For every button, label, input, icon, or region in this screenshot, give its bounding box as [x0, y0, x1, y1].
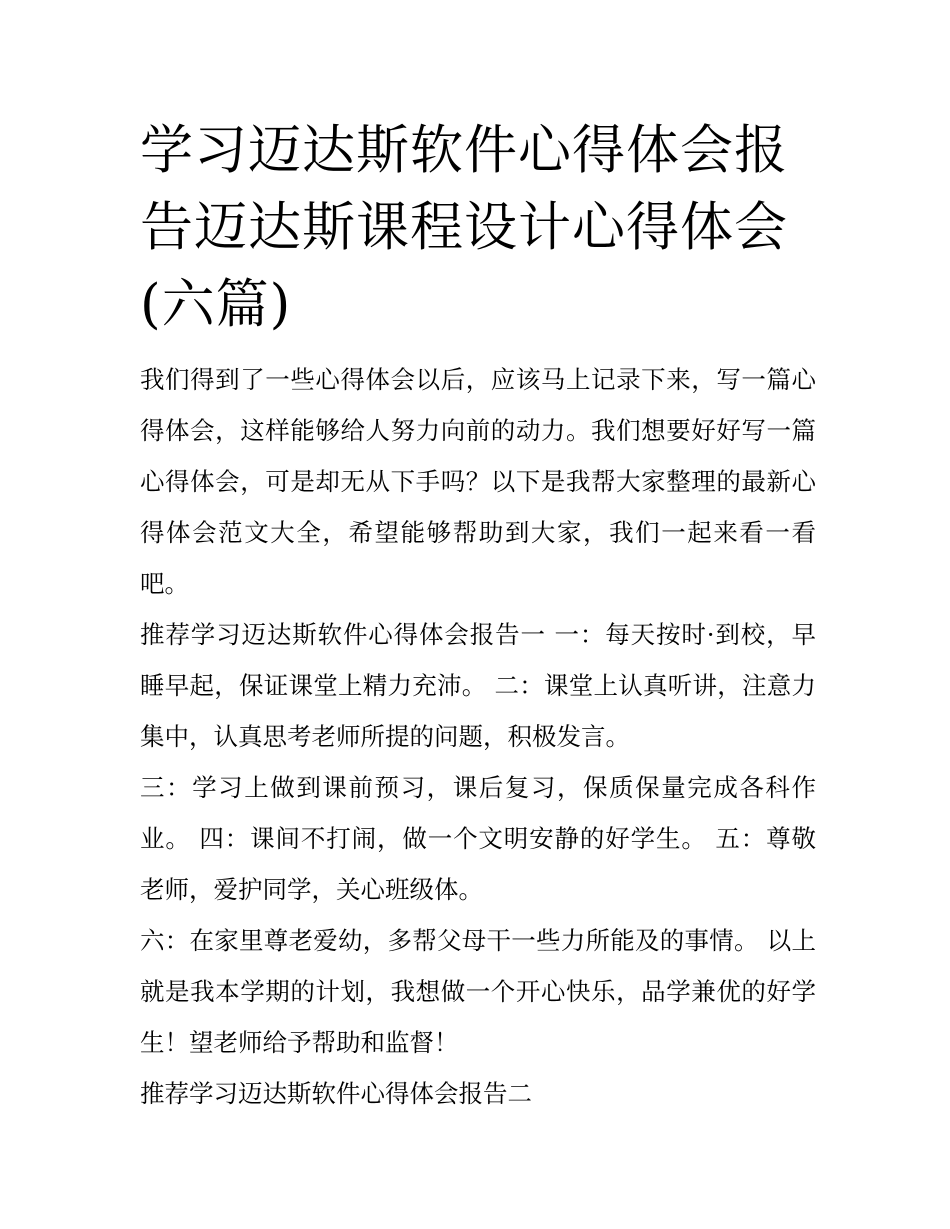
paragraph-report-two-heading: 推荐学习迈达斯软件心得体会报告二 — [140, 1079, 532, 1108]
paragraph-item-six: 六：在家里尊老爱幼，多帮父母干一些力所能及的事情。 以上就是我本学期的计划，我想做一个开心快乐，品学兼优的好学生！望老师给予帮助和监督！ — [140, 926, 816, 1057]
paragraph-intro: 我们得到了一些心得体会以后，应该马上记录下来，写一篇心得体会，这样能够给人努力向前的动力。我们想要好好写一篇心得体会，可是却无从下手吗？以下是我帮大家整理的最新心得体会范文大全，希望能够帮助到大家，我们一起来看一看吧。 — [140, 365, 816, 598]
paragraph-items-three-five: 三：学习上做到课前预习，课后复习，保质保量完成各科作业。 四：课间不打闹，做一个文明安静的好学生。 五：尊敬老师，爱护同学，关心班级体。 — [140, 773, 816, 904]
document-title: 学习迈达斯软件心得体会报告迈达斯课程设计心得体会(六篇) — [140, 120, 788, 335]
document-body — [140, 354, 816, 1119]
paragraph-report-one: 推荐学习迈达斯软件心得体会报告一 一：每天按时·到校，早睡早起，保证课堂上精力充沛。 二：课堂上认真听讲，注意力集中，认真思考老师所提的问题，积极发言。 — [140, 620, 816, 751]
